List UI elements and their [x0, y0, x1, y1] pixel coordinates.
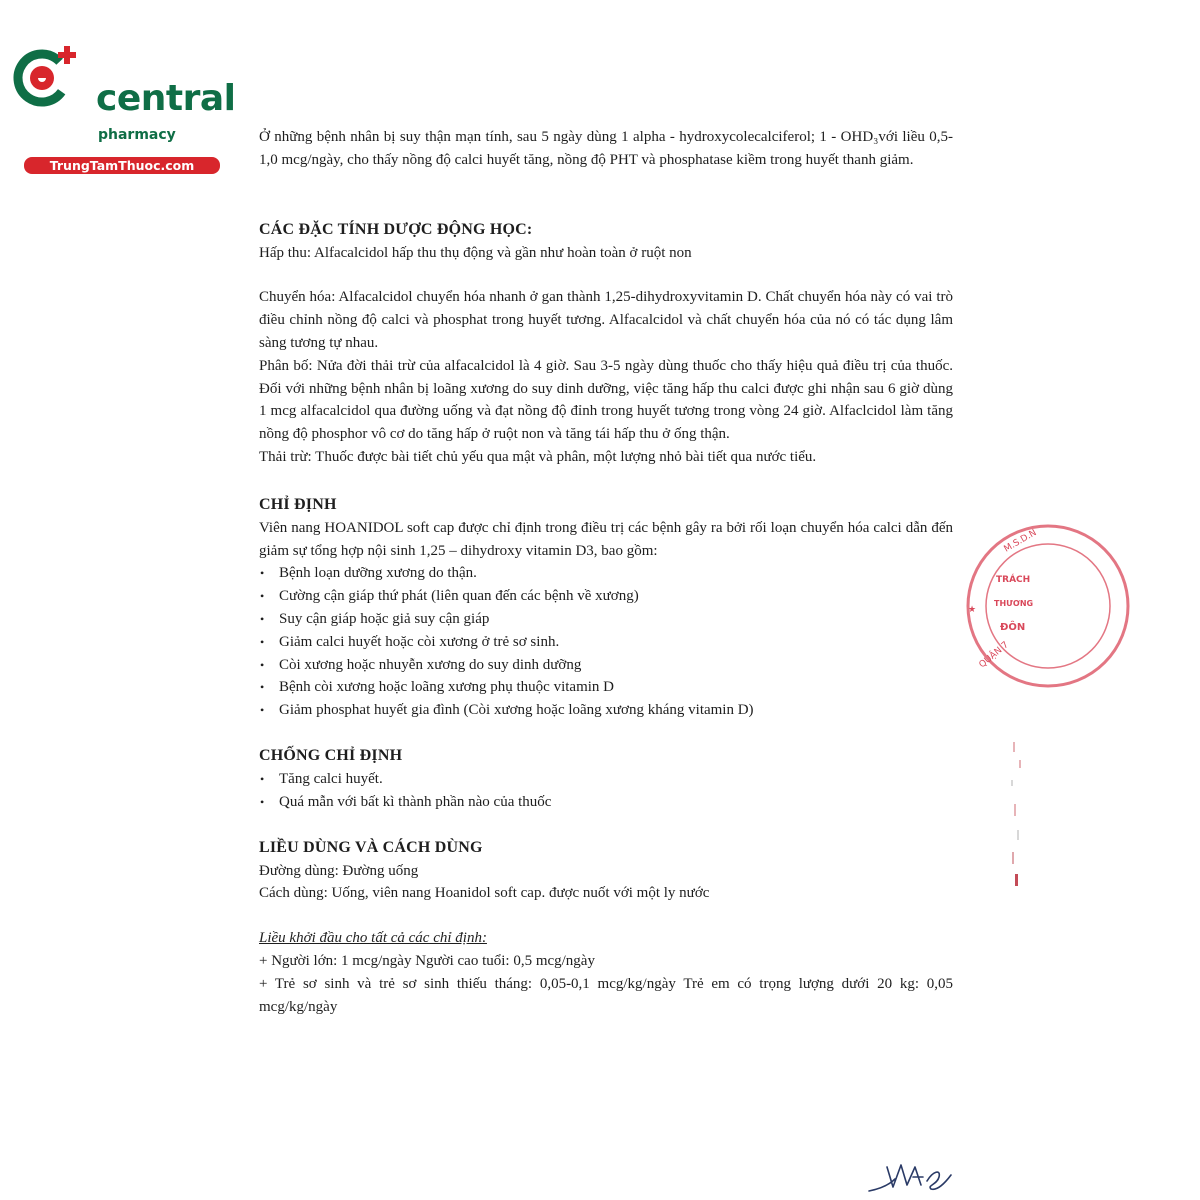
- stamp-text-4: ĐÔN: [1000, 622, 1026, 633]
- central-pharmacy-logo-icon: [10, 38, 84, 112]
- stamp-text-5: QUẬN 7: [977, 640, 1011, 671]
- distribution-paragraph: Phân bố: Nửa đời thải trừ của alfacalcidol là 4 giờ. Sau 3-5 ngày dùng thuốc cho thấy hiệu quả điều trị của thuốc. Đối với những bệnh nhân bị loãng xương do suy dinh dưỡng, việc tăng hấp thu calci được ghi nhận sau 6 giờ dùng 1 mcg alfacalcidol qua đường uống và đạt nồng độ đỉnh trong huyết tương trong vòng 24 giờ. Alfaclcidol làm tăng nồng độ phosphor vô cơ do tăng hấp ở ruột non và tăng tái hấp thu ở ống thận.: [259, 357, 953, 443]
- metabolism-paragraph: Chuyển hóa: Alfacalcidol chuyển hóa nhanh ở gan thành 1,25-dihydroxyvitamin D. Chất chuyển hóa này có vai trò điều chỉnh nồng độ calci và phosphat trong huyết tương. Alfacalcidol và chất chuyển hóa của nó có tác dụng lâm sàng tương tự nhau.: [259, 289, 953, 351]
- brand-website: TrungTamThuoc.com: [24, 157, 220, 174]
- dosage-heading: LIỀU DÙNG VÀ CÁCH DÙNG: [259, 838, 483, 856]
- indications-heading: CHỈ ĐỊNH: [259, 495, 337, 513]
- list-item: • Bệnh loạn dưỡng xương do thận.: [259, 562, 953, 585]
- initial-dose-heading: Liều khởi đầu cho tất cả các chỉ định:: [259, 930, 487, 947]
- list-item: • Suy cận giáp hoặc giả suy cận giáp: [259, 608, 953, 631]
- method-paragraph: Cách dùng: Uống, viên nang Hoanidol soft cap. được nuốt với một ly nước: [259, 885, 710, 902]
- scan-edge-marks: [1005, 740, 1025, 890]
- absorption-paragraph: Hấp thu: Alfacalcidol hấp thu thụ động và gần như hoàn toàn ở ruột non: [259, 244, 692, 261]
- contraindications-list: [259, 768, 953, 814]
- brand-logo: [10, 38, 236, 173]
- pharmacokinetics-heading: CÁC ĐẶC TÍNH DƯỢC ĐỘNG HỌC:: [259, 220, 533, 238]
- contraindications-heading: CHỐNG CHỈ ĐỊNH: [259, 746, 403, 764]
- adult-dose: + Người lớn: 1 mcg/ngày Người cao tuổi: 0,5 mcg/ngày: [259, 952, 595, 969]
- intro-paragraph: Ở những bệnh nhân bị suy thận mạn tính, sau 5 ngày dùng 1 alpha - hydroxycolecalciferol; 1 - OHD₃với liều 0,5-1,0 mcg/ngày, cho thấy nồng độ calci huyết tăng, nồng độ PHT và phosphatase kiềm trong huyết thanh giảm.: [259, 129, 953, 168]
- stamp-text-2: TRÁCH: [996, 575, 1031, 585]
- list-item: • Giảm phosphat huyết gia đình (Còi xương hoặc loãng xương kháng vitamin D): [259, 699, 953, 722]
- brand-name: central: [96, 78, 236, 119]
- document-body: [259, 126, 953, 1018]
- list-item: • Còi xương hoặc nhuyễn xương do suy dinh dưỡng: [259, 654, 953, 677]
- signature-initials: [865, 1155, 957, 1197]
- list-item: • Cường cận giáp thứ phát (liên quan đến các bệnh về xương): [259, 585, 953, 608]
- list-item: • Quá mẫn với bất kì thành phần nào của thuốc: [259, 791, 953, 814]
- company-stamp: [962, 520, 1039, 680]
- stamp-text-1: M.S.D.N: [1002, 528, 1039, 555]
- list-item: • Giảm calci huyết hoặc còi xương ở trẻ sơ sinh.: [259, 631, 953, 654]
- route-paragraph: Đường dùng: Đường uống: [259, 862, 419, 879]
- stamp-text-3: THƯƠNG: [994, 599, 1034, 608]
- list-item: • Bệnh còi xương hoặc loãng xương phụ thuộc vitamin D: [259, 676, 953, 699]
- neonate-dose: + Trẻ sơ sinh và trẻ sơ sinh thiếu tháng: 0,05-0,1 mcg/kg/ngày Trẻ em có trọng lượng dưới 20 kg: 0,05 mcg/kg/ngày: [259, 975, 953, 1015]
- stamp-star-icon: ★: [968, 605, 977, 615]
- indications-intro: Viên nang HOANIDOL soft cap được chỉ định trong điều trị các bệnh gây ra bởi rối loạn chuyển hóa calci dẫn đến giảm sự tổng hợp nội sinh 1,25 – dihydroxy vitamin D3, bao gồm:: [259, 519, 953, 559]
- indications-list: [259, 562, 953, 722]
- brand-subtitle: pharmacy: [98, 127, 176, 143]
- elimination-paragraph: Thải trừ: Thuốc được bài tiết chủ yếu qua mật và phân, một lượng nhỏ bài tiết qua nước tiểu.: [259, 448, 817, 465]
- list-item: • Tăng calci huyết.: [259, 768, 953, 791]
